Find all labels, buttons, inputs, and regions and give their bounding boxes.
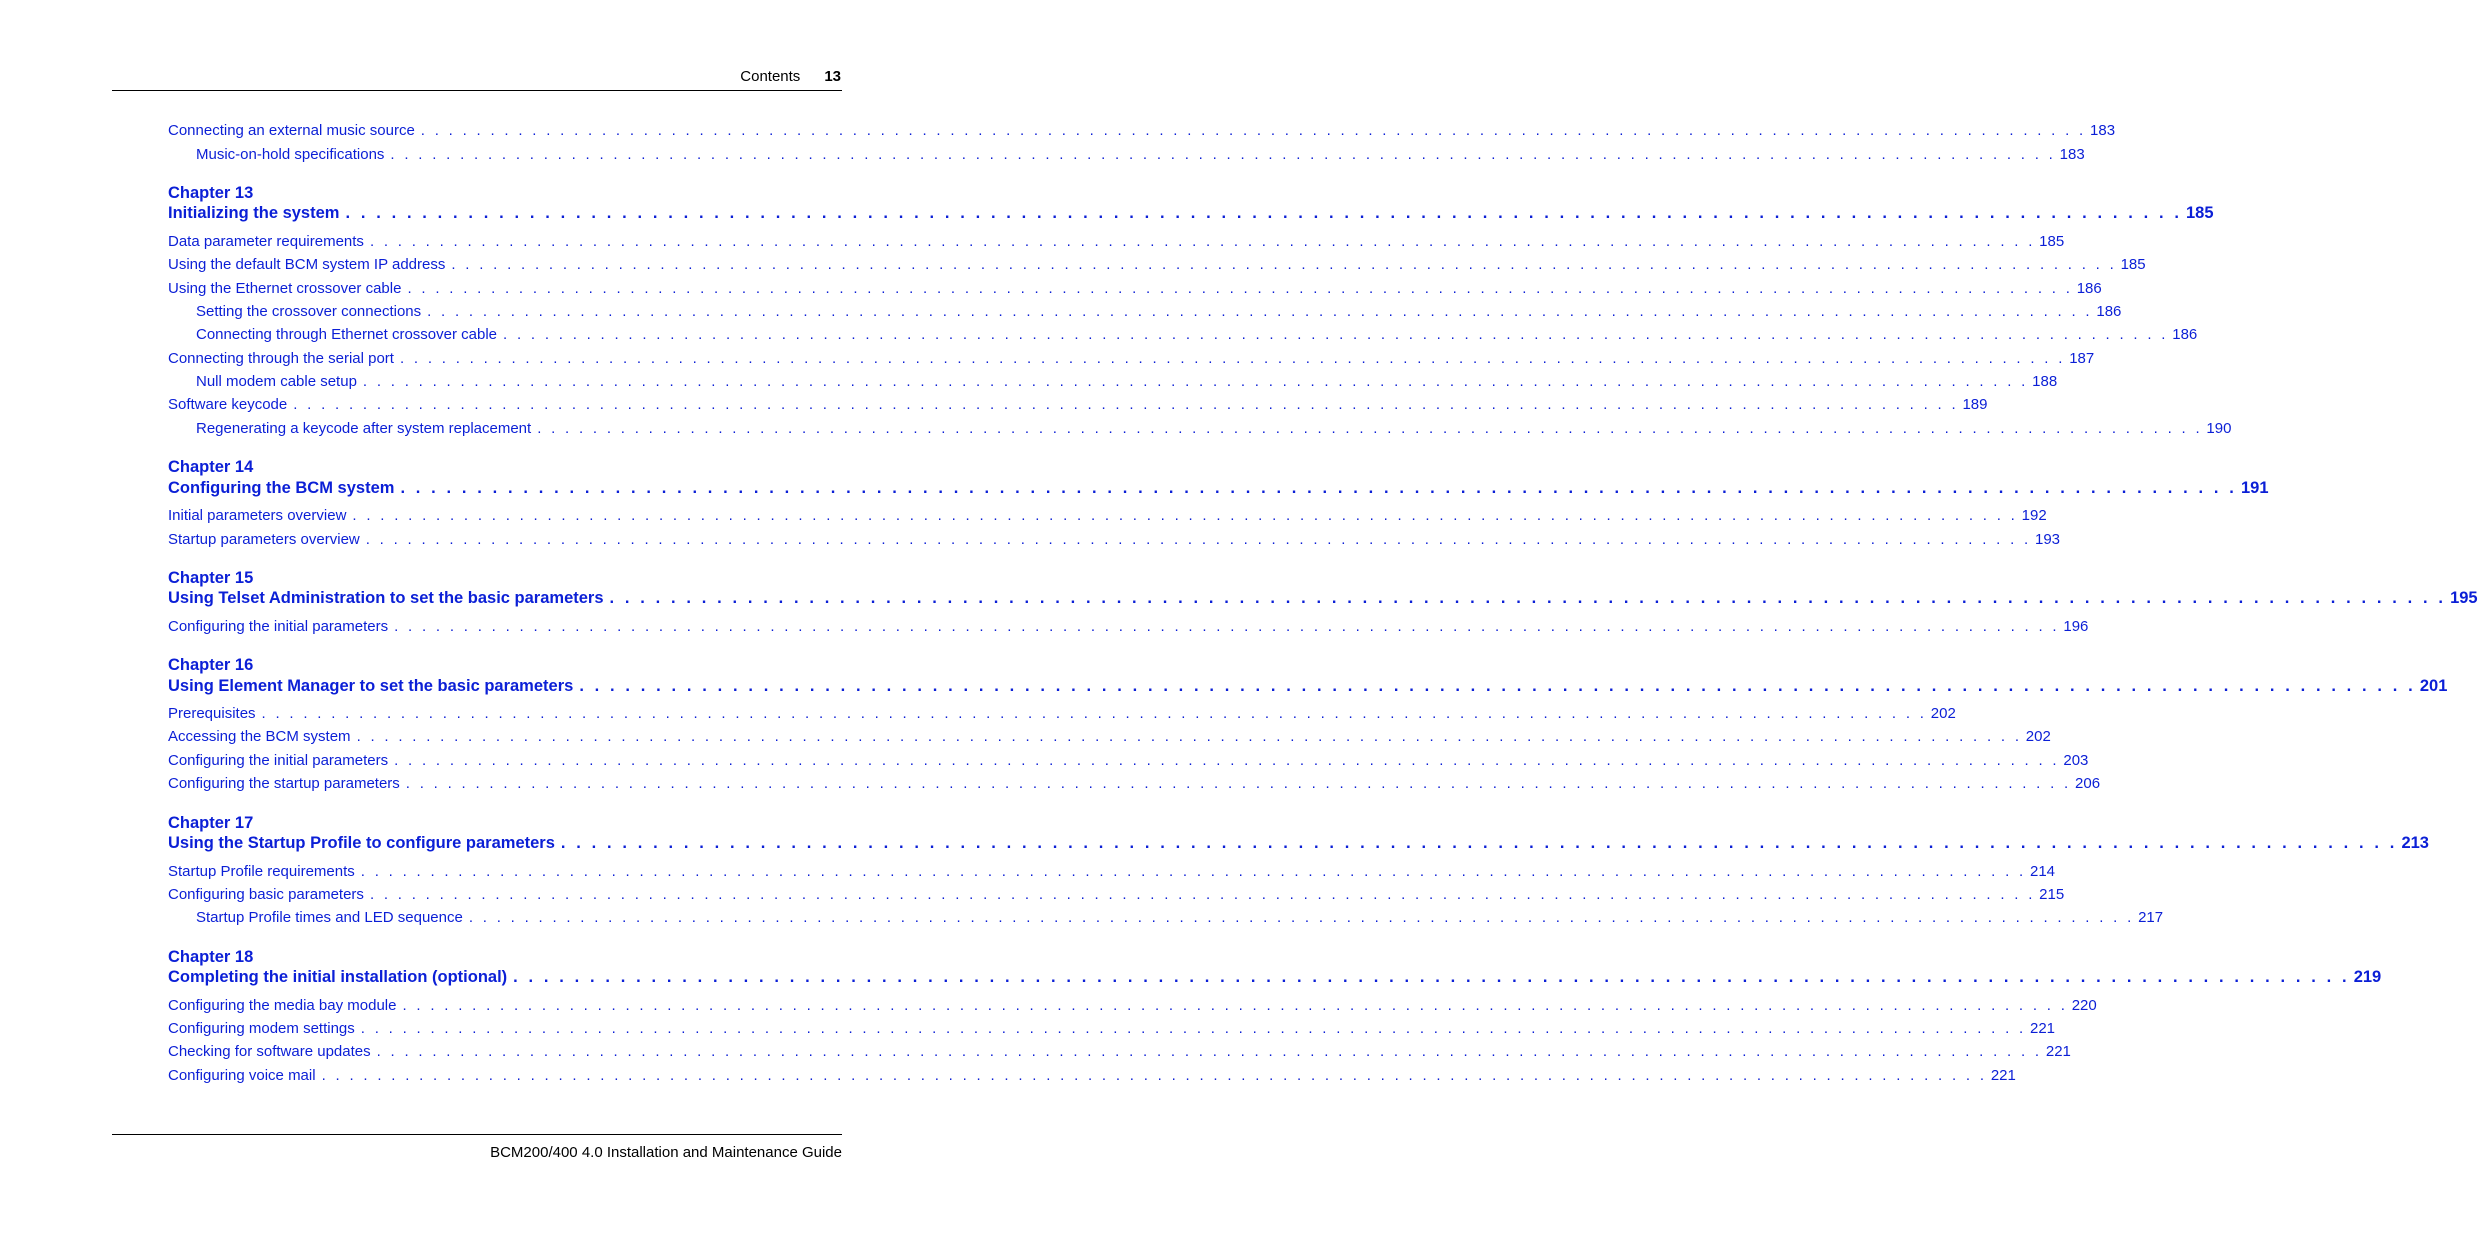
toc-entry-title: Using the Ethernet crossover cable	[168, 280, 402, 297]
chapter-title-link[interactable]	[168, 676, 2448, 696]
chapter-title-link[interactable]	[168, 967, 2382, 987]
toc-entry-link[interactable]	[168, 146, 2085, 164]
toc-entry-title: Startup Profile requirements	[168, 863, 355, 880]
toc-entry-link[interactable]	[168, 705, 1956, 723]
toc-entry-link[interactable]	[168, 233, 2065, 251]
chapter-title: Using Telset Administration to set the basic parameters	[168, 589, 604, 607]
dot-leader: . . . . . . . . . . . . . . . . . . . . . . . . . . . . . . . . . . . . . . . . . . . . . . . . . . . . . . . . . . . . . . . . . . . . . . . . . . . . . . . . . . . . . . . . . . . . . . . . . . . . . . . . . . . . . . . . . . . . . . . .	[321, 1067, 1987, 1084]
dot-leader: . . . . . . . . . . . . . . . . . . . . . . . . . . . . . . . . . . . . . . . . . . . . . . . . . . . . . . . . . . . . . . . . . . . . . . . . . . . . . . . . . . . . . . . . . . . . . . . . . . . . . . . . . . . . . . . . . . . . . . . .	[390, 146, 2056, 163]
toc-entry-title: Connecting through Ethernet crossover cable	[196, 326, 498, 343]
toc-entry-title: Startup Profile times and LED sequence	[196, 909, 463, 926]
chapter-page-number: 195	[2450, 589, 2478, 607]
page-number: 13	[824, 68, 841, 85]
chapter-title-link[interactable]	[168, 203, 2214, 223]
chapter-title-link[interactable]	[168, 833, 2429, 853]
toc-entry-link[interactable]	[168, 420, 2232, 438]
dot-leader: . . . . . . . . . . . . . . . . . . . . . . . . . . . . . . . . . . . . . . . . . . . . . . . . . . . . . . . . . . . . . . . . . . . . . . . . . . . . . . . . . . . . . . . . . . . . . . . . . . . . . . . . . . . . . . . . . . . . . . . .	[402, 997, 2068, 1014]
chapter-title: Configuring the BCM system	[168, 479, 395, 497]
toc-entry-page: 221	[2045, 1043, 2071, 1060]
toc-entry-page: 202	[2025, 728, 2051, 745]
toc-entry-link[interactable]	[168, 1020, 2056, 1038]
dot-leader: . . . . . . . . . . . . . . . . . . . . . . . . . . . . . . . . . . . . . . . . . . . . . . . . . . . . . . . . . . . . . . . . . . . . . . . . . . . . . . . . . . . . . . . . . . . . . . . . . . . . . . . . . . . . . . . . . . . . . . . .	[427, 303, 2093, 320]
footer-guide-title: BCM200/400 4.0 Installation and Maintenance Guide	[490, 1144, 842, 1161]
toc-entry-link[interactable]	[168, 373, 2058, 391]
toc-entry-page: 192	[2021, 507, 2047, 524]
toc-entry-link[interactable]	[168, 775, 2101, 793]
chapter-label: Chapter 13	[168, 184, 254, 202]
dot-leader: . . . . . . . . . . . . . . . . . . . . . . . . . . . . . . . . . . . . . . . . . . . . . . . . . . . . . . . . . . . . . . . . . . . . . . . . . . . . . . . . . . . . . . . . . . . . . . . . . . . . . . . . . . . . . . . . . . . . . . . .	[356, 728, 2022, 745]
toc-entry-link[interactable]	[168, 997, 2097, 1015]
chapter-title-link[interactable]	[168, 588, 2478, 608]
toc-entry-title: Configuring the startup parameters	[168, 775, 400, 792]
toc-entry-title: Connecting an external music source	[168, 122, 415, 139]
dot-leader: . . . . . . . . . . . . . . . . . . . . . . . . . . . . . . . . . . . . . . . . . . . . . . . . . . . . . . . . . . . . . . . . . . . . . . . . . . . . . . . . . . . . . . . . . . . . . . . . . . . . . . . . . . . . . . . . . . . . . . . .	[394, 618, 2060, 635]
chapter-page-number: 201	[2419, 677, 2448, 695]
toc-entry-link[interactable]	[168, 886, 2065, 904]
toc-entry-title: Accessing the BCM system	[168, 728, 351, 745]
toc-entry-title: Using the default BCM system IP address	[168, 256, 446, 273]
dot-leader: . . . . . . . . . . . . . . . . . . . . . . . . . . . . . . . . . . . . . . . . . . . . . . . . . . . . . . . . . . . . . . . . . . . . . . . . . . . . . . . . . . . . . . . . . . . . . . . . . . . . . . . . . . . . . . . . . . . . . . . .	[468, 909, 2135, 926]
dot-leader: . . . . . . . . . . . . . . . . . . . . . . . . . . . . . . . . . . . . . . . . . . . . . . . . . . . . . . . . . . . . . . . . . . . . . . . . . . . . . . . . . . . . . . . . . . . . . . . . . . . . . . . . . . . . . . . . . . . . . . . .	[369, 233, 2036, 250]
toc-entry-title: Software keycode	[168, 396, 288, 413]
dot-leader: . . . . . . . . . . . . . . . . . . . . . . . . . . . . . . . . . . . . . . . . . . . . . . . . . . . . . . . . . . . . . . . . . . . . . . . . . . . . . . . . . . . . . . . . . . . . . . . . . . . . . . . . . . . . . . . . . . . . . . . .	[579, 677, 2416, 695]
toc-entry-link[interactable]	[168, 752, 2089, 770]
toc-entry-title: Configuring voice mail	[168, 1067, 316, 1084]
toc-entry-page: 185	[2120, 256, 2146, 273]
dot-leader: . . . . . . . . . . . . . . . . . . . . . . . . . . . . . . . . . . . . . . . . . . . . . . . . . . . . . . . . . . . . . . . . . . . . . . . . . . . . . . . . . . . . . . . . . . . . . . . . . . . . . . . . . . . . . . . . . . . . . . . .	[513, 968, 2350, 986]
toc-entry-page: 188	[2032, 373, 2058, 390]
toc-entry-title: Checking for software updates	[168, 1043, 371, 1060]
chapter-title: Initializing the system	[168, 204, 340, 222]
toc-entry-page: 186	[2096, 303, 2122, 320]
toc-entry-page: 186	[2172, 326, 2198, 343]
chapter-page-number: 185	[2186, 204, 2214, 222]
header-rule	[112, 90, 842, 91]
dot-leader: . . . . . . . . . . . . . . . . . . . . . . . . . . . . . . . . . . . . . . . . . . . . . . . . . . . . . . . . . . . . . . . . . . . . . . . . . . . . . . . . . . . . . . . . . . . . . . . . . . . . . . . . . . . . . . . . . . . . . . . .	[420, 122, 2087, 139]
toc-entry-page: 186	[2076, 280, 2102, 297]
toc-entry-title: Configuring the media bay module	[168, 997, 397, 1014]
dot-leader: . . . . . . . . . . . . . . . . . . . . . . . . . . . . . . . . . . . . . . . . . . . . . . . . . . . . . . . . . . . . . . . . . . . . . . . . . . . . . . . . . . . . . . . . . . . . . . . . . . . . . . . . . . . . . . . . . . . . . . . .	[369, 886, 2036, 903]
toc-entry-page: 220	[2071, 997, 2097, 1014]
toc-entry-page: 189	[1962, 396, 1988, 413]
dot-leader: . . . . . . . . . . . . . . . . . . . . . . . . . . . . . . . . . . . . . . . . . . . . . . . . . . . . . . . . . . . . . . . . . . . . . . . . . . . . . . . . . . . . . . . . . . . . . . . . . . . . . . . . . . . . . . . . . . . . . . . .	[362, 373, 2029, 390]
toc-entry-page: 183	[2059, 146, 2085, 163]
toc-entry-page: 187	[2069, 350, 2095, 367]
dot-leader: . . . . . . . . . . . . . . . . . . . . . . . . . . . . . . . . . . . . . . . . . . . . . . . . . . . . . . . . . . . . . . . . . . . . . . . . . . . . . . . . . . . . . . . . . . . . . . . . . . . . . . . . . . . . . . . . . . . . . . . .	[405, 775, 2072, 792]
toc-entry-link[interactable]	[168, 909, 2164, 927]
toc-entry-page: 206	[2075, 775, 2101, 792]
toc-entry-page: 221	[1990, 1067, 2016, 1084]
dot-leader: . . . . . . . . . . . . . . . . . . . . . . . . . . . . . . . . . . . . . . . . . . . . . . . . . . . . . . . . . . . . . . . . . . . . . . . . . . . . . . . . . . . . . . . . . . . . . . . . . . . . . . . . . . . . . . . . . . . . . . . .	[451, 256, 2117, 273]
dot-leader: . . . . . . . . . . . . . . . . . . . . . . . . . . . . . . . . . . . . . . . . . . . . . . . . . . . . . . . . . . . . . . . . . . . . . . . . . . . . . . . . . . . . . . . . . . . . . . . . . . . . . . . . . . . . . . . . . . . . . . . .	[503, 326, 2169, 343]
chapter-label: Chapter 18	[168, 948, 254, 966]
toc-entry-link[interactable]	[168, 303, 2122, 321]
chapter-page-number: 191	[2240, 479, 2269, 497]
toc-entry-link[interactable]	[168, 863, 2056, 881]
dot-leader: . . . . . . . . . . . . . . . . . . . . . . . . . . . . . . . . . . . . . . . . . . . . . . . . . . . . . . . . . . . . . . . . . . . . . . . . . . . . . . . . . . . . . . . . . . . . . . . . . . . . . . . . . . . . . . . . . . . . . . . .	[365, 531, 2031, 548]
dot-leader: . . . . . . . . . . . . . . . . . . . . . . . . . . . . . . . . . . . . . . . . . . . . . . . . . . . . . . . . . . . . . . . . . . . . . . . . . . . . . . . . . . . . . . . . . . . . . . . . . . . . . . . . . . . . . . . . . . . . . . . .	[360, 863, 2026, 880]
toc-entry-title: Data parameter requirements	[168, 233, 364, 250]
toc-entry-page: 183	[2090, 122, 2116, 139]
chapter-label: Chapter 16	[168, 656, 254, 674]
toc-entry-title: Configuring modem settings	[168, 1020, 355, 1037]
toc-entry-link[interactable]	[168, 122, 2116, 140]
toc-entry-title: Configuring basic parameters	[168, 886, 364, 903]
toc-entry-page: 190	[2206, 420, 2232, 437]
toc-entry-title: Setting the crossover connections	[196, 303, 422, 320]
toc-entry-page: 193	[2034, 531, 2061, 548]
toc-entry-title: Connecting through the serial port	[168, 350, 394, 367]
dot-leader: . . . . . . . . . . . . . . . . . . . . . . . . . . . . . . . . . . . . . . . . . . . . . . . . . . . . . . . . . . . . . . . . . . . . . . . . . . . . . . . . . . . . . . . . . . . . . . . . . . . . . . . . . . . . . . . . . . . . . . . .	[352, 507, 2018, 524]
toc-entry-title: Configuring the initial parameters	[168, 752, 389, 769]
running-header	[740, 68, 841, 86]
toc-entry-title: Configuring the initial parameters	[168, 618, 389, 635]
chapter-page-number: 213	[2401, 834, 2429, 852]
toc-entry-link[interactable]	[168, 350, 2095, 368]
chapter-label: Chapter 14	[168, 458, 254, 476]
toc-entry-page: 217	[2138, 909, 2164, 926]
dot-leader: . . . . . . . . . . . . . . . . . . . . . . . . . . . . . . . . . . . . . . . . . . . . . . . . . . . . . . . . . . . . . . . . . . . . . . . . . . . . . . . . . . . . . . . . . . . . . . . . . . . . . . . . . . . . . . . . . . . . . . . .	[560, 834, 2398, 852]
toc-entry-title: Regenerating a keycode after system replacement	[196, 420, 532, 437]
toc-entry-title: Prerequisites	[168, 705, 256, 722]
toc-entry-link[interactable]	[168, 531, 2061, 549]
toc-entry-link[interactable]	[168, 256, 2146, 274]
dot-leader: . . . . . . . . . . . . . . . . . . . . . . . . . . . . . . . . . . . . . . . . . . . . . . . . . . . . . . . . . . . . . . . . . . . . . . . . . . . . . . . . . . . . . . . . . . . . . . . . . . . . . . . . . . . . . . . . . . . . . . . .	[394, 752, 2060, 769]
toc-entry-link[interactable]	[168, 507, 2047, 525]
toc-entry-page: 196	[2063, 618, 2089, 635]
toc-entry-page: 185	[2039, 233, 2065, 250]
toc-entry-title: Initial parameters overview	[168, 507, 347, 524]
dot-leader: . . . . . . . . . . . . . . . . . . . . . . . . . . . . . . . . . . . . . . . . . . . . . . . . . . . . . . . . . . . . . . . . . . . . . . . . . . . . . . . . . . . . . . . . . . . . . . . . . . . . . . . . . . . . . . . . . . . . . . . .	[360, 1020, 2026, 1037]
dot-leader: . . . . . . . . . . . . . . . . . . . . . . . . . . . . . . . . . . . . . . . . . . . . . . . . . . . . . . . . . . . . . . . . . . . . . . . . . . . . . . . . . . . . . . . . . . . . . . . . . . . . . . . . . . . . . . . . . . . . . . . .	[537, 420, 2203, 437]
chapter-label: Chapter 15	[168, 569, 254, 587]
toc-entry-title: Music-on-hold specifications	[196, 146, 385, 163]
footer-rule	[112, 1134, 842, 1135]
toc-entry-link[interactable]	[168, 728, 2051, 746]
dot-leader: . . . . . . . . . . . . . . . . . . . . . . . . . . . . . . . . . . . . . . . . . . . . . . . . . . . . . . . . . . . . . . . . . . . . . . . . . . . . . . . . . . . . . . . . . . . . . . . . . . . . . . . . . . . . . . . . . . . . . . . .	[407, 280, 2073, 297]
toc-entry-page: 215	[2039, 886, 2065, 903]
toc-entry-page: 221	[2030, 1020, 2056, 1037]
dot-leader: . . . . . . . . . . . . . . . . . . . . . . . . . . . . . . . . . . . . . . . . . . . . . . . . . . . . . . . . . . . . . . . . . . . . . . . . . . . . . . . . . . . . . . . . . . . . . . . . . . . . . . . . . . . . . . . . . . . . . . . .	[376, 1043, 2042, 1060]
dot-leader: . . . . . . . . . . . . . . . . . . . . . . . . . . . . . . . . . . . . . . . . . . . . . . . . . . . . . . . . . . . . . . . . . . . . . . . . . . . . . . . . . . . . . . . . . . . . . . . . . . . . . . . . . . . . . . . . . . . . . . . .	[345, 204, 2182, 222]
chapter-title-link[interactable]	[168, 478, 2269, 498]
chapter-title: Completing the initial installation (optional)	[168, 968, 508, 986]
dot-leader: . . . . . . . . . . . . . . . . . . . . . . . . . . . . . . . . . . . . . . . . . . . . . . . . . . . . . . . . . . . . . . . . . . . . . . . . . . . . . . . . . . . . . . . . . . . . . . . . . . . . . . . . . . . . . . . . . . . . . . . .	[399, 350, 2066, 367]
toc-entry-link[interactable]	[168, 1067, 2016, 1085]
chapter-page-number: 219	[2353, 968, 2382, 986]
dot-leader: . . . . . . . . . . . . . . . . . . . . . . . . . . . . . . . . . . . . . . . . . . . . . . . . . . . . . . . . . . . . . . . . . . . . . . . . . . . . . . . . . . . . . . . . . . . . . . . . . . . . . . . . . . . . . . . . . . . . . . . .	[400, 479, 2237, 497]
toc-entry-link[interactable]	[168, 326, 2198, 344]
toc-entry-page: 203	[2063, 752, 2089, 769]
dot-leader: . . . . . . . . . . . . . . . . . . . . . . . . . . . . . . . . . . . . . . . . . . . . . . . . . . . . . . . . . . . . . . . . . . . . . . . . . . . . . . . . . . . . . . . . . . . . . . . . . . . . . . . . . . . . . . . . . . . . . . . .	[261, 705, 1927, 722]
toc-entry-page: 202	[1930, 705, 1956, 722]
dot-leader: . . . . . . . . . . . . . . . . . . . . . . . . . . . . . . . . . . . . . . . . . . . . . . . . . . . . . . . . . . . . . . . . . . . . . . . . . . . . . . . . . . . . . . . . . . . . . . . . . . . . . . . . . . . . . . . . . . . . . . . .	[293, 396, 1959, 413]
toc-entry-page: 214	[2030, 863, 2056, 880]
toc-entry-link[interactable]	[168, 618, 2089, 636]
chapter-title: Using the Startup Profile to configure parameters	[168, 834, 555, 852]
toc-entry-link[interactable]	[168, 396, 1988, 414]
chapter-title: Using Element Manager to set the basic parameters	[168, 677, 574, 695]
toc-entry-title: Null modem cable setup	[196, 373, 357, 390]
toc-entry-link[interactable]	[168, 280, 2102, 298]
section-name: Contents	[740, 68, 801, 85]
toc-entry-link[interactable]	[168, 1043, 2071, 1061]
dot-leader: . . . . . . . . . . . . . . . . . . . . . . . . . . . . . . . . . . . . . . . . . . . . . . . . . . . . . . . . . . . . . . . . . . . . . . . . . . . . . . . . . . . . . . . . . . . . . . . . . . . . . . . . . . . . . . . . . . . . . . . .	[609, 589, 2447, 607]
chapter-label: Chapter 17	[168, 814, 254, 832]
toc-entry-title: Startup parameters overview	[168, 531, 360, 548]
